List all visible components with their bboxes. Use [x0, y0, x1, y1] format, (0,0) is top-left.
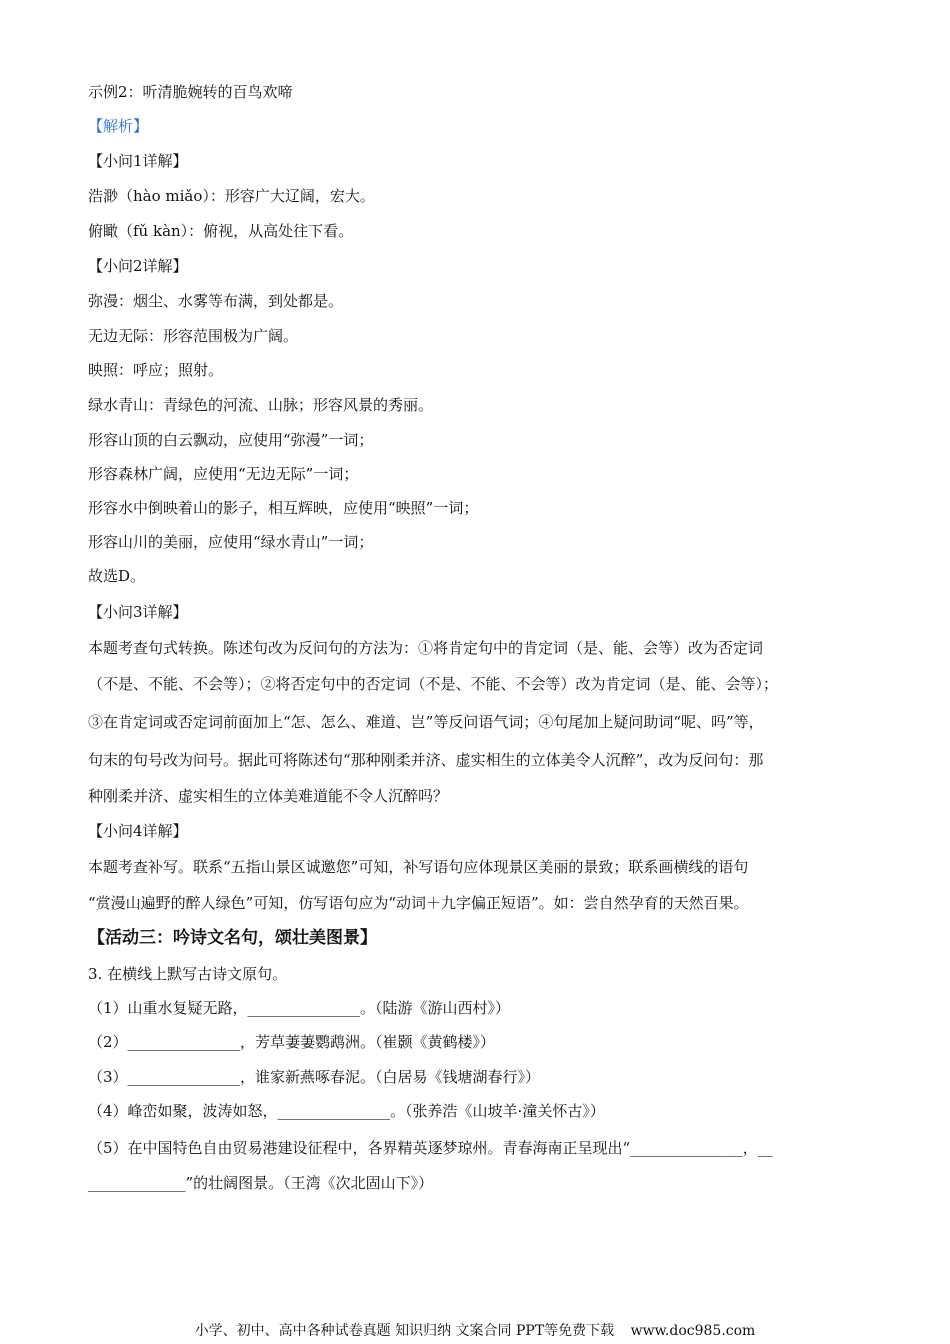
question-3-title: 3. 在横线上默写古诗文原句。 [88, 965, 288, 983]
q1-line-1: 浩渺（hào miǎo）：形容广大辽阔，宏大。 [88, 187, 375, 205]
page-footer [0, 1322, 950, 1340]
q2-line-8: 形容山川的美丽，应使用“绿水青山”一词； [88, 533, 374, 551]
footer-text: 小学、初中、高中各种试卷真题 知识归纳 文案合同 PPT等免费下载 [194, 1323, 615, 1339]
q3-line-2: （不是、不能、不会等）；②将否定句中的否定词（不是、不能、不会等）改为肯定词（是、能、会等）； [88, 675, 779, 693]
fill-blank-5-line-1: （5）在中国特色自由贸易港建设征程中，各界精英逐梦琼州。青春海南正呈现出“_______________，__ [88, 1139, 773, 1157]
q4-heading: 【小问4详解】 [88, 822, 188, 840]
fill-blank-5-line-2: _____________”的壮阔图景。（王湾《次北固山下》） [88, 1174, 434, 1192]
q2-line-3: 映照：呼应；照射。 [88, 361, 224, 379]
q3-line-4: 句末的句号改为问号。据此可将陈述句“那种刚柔并济、虚实相生的立体美令人沉醉”，改为反问句：那 [88, 751, 764, 769]
q1-line-2: 俯瞰（fǔ kàn）：俯视，从高处往下看。 [88, 222, 354, 240]
q2-line-4: 绿水青山：青绿色的河流、山脉；形容风景的秀丽。 [88, 396, 434, 414]
q2-heading: 【小问2详解】 [88, 257, 188, 275]
q3-line-3: ③在肯定词或否定词前面加上“怎、怎么、难道、岂”等反问语气词；④句尾加上疑问助词“呢、吗”等， [88, 713, 764, 731]
footer-link[interactable]: www.doc985.com [630, 1323, 756, 1339]
q2-line-1: 弥漫：烟尘、水雾等布满，到处都是。 [88, 292, 344, 310]
q3-heading: 【小问3详解】 [88, 603, 188, 621]
q2-line-2: 无边无际：形容范围极为广阔。 [88, 327, 299, 345]
fill-blank-2: （2）_______________，芳草萋萋鹦鹉洲。（崔颢《黄鹤楼》） [88, 1033, 496, 1051]
fill-blank-3: （3）_______________，谁家新燕啄春泥。（白居易《钱塘湖春行》） [88, 1068, 541, 1086]
fill-blank-4: （4）峰峦如聚，波涛如怒，_______________。（张养浩《山坡羊·潼关怀古》） [88, 1102, 605, 1120]
example-2-line: 示例2：听清脆婉转的百鸟欢啼 [88, 83, 293, 101]
fill-blank-1: （1）山重水复疑无路，_______________。（陆游《游山西村》） [88, 999, 511, 1017]
activity-3-heading: 【活动三：吟诗文名句，颂壮美图景】 [88, 928, 377, 948]
q2-line-7: 形容水中倒映着山的影子，相互辉映，应使用“映照”一词； [88, 499, 479, 517]
analysis-label: 【解析】 [88, 117, 149, 135]
q2-line-5: 形容山顶的白云飘动，应使用“弥漫”一词； [88, 431, 374, 449]
q3-line-1: 本题考查句式转换。陈述句改为反问句的方法为：①将肯定句中的肯定词（是、能、会等）改为否定词 [88, 639, 764, 657]
q4-line-1: 本题考查补写。联系“五指山景区诚邀您”可知，补写语句应体现景区美丽的景致；联系画横线的语句 [88, 858, 749, 876]
q2-line-9: 故选D。 [88, 567, 146, 585]
q2-line-6: 形容森林广阔，应使用“无边无际”一词； [88, 465, 359, 483]
q4-line-2: “赏漫山遍野的醉人绿色”可知，仿写语句应为“动词＋九字偏正短语”。如：尝自然孕育的天然百果。 [88, 894, 749, 912]
q3-line-5: 种刚柔并济、虚实相生的立体美难道能不令人沉醉吗？ [88, 787, 449, 805]
q1-heading: 【小问1详解】 [88, 152, 188, 170]
